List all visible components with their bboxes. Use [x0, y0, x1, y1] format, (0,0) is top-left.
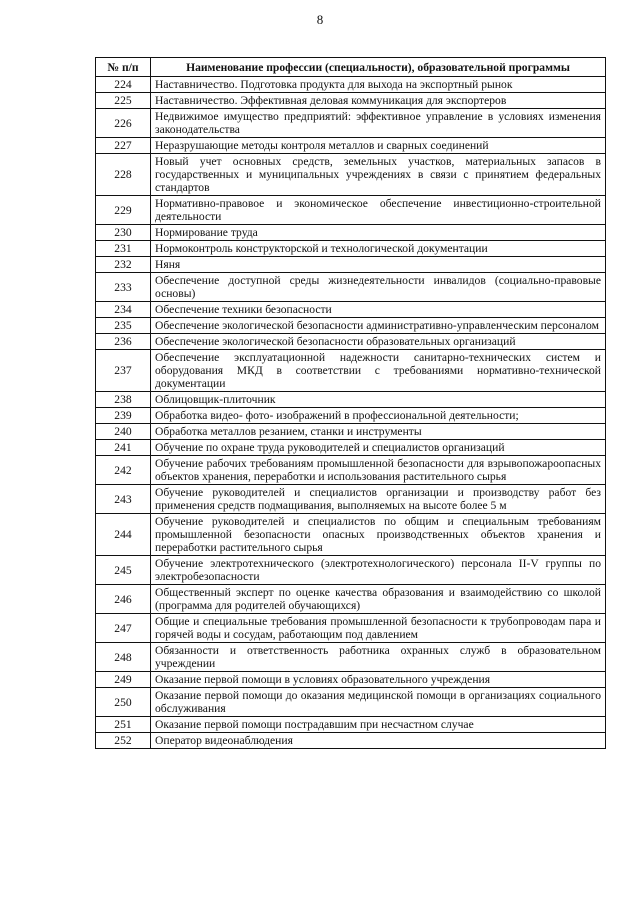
programs-table [95, 57, 606, 749]
header-number: № п/п [96, 58, 151, 77]
row-program-name: Обучение по охране труда руководителей и специалистов организаций [151, 440, 606, 456]
row-number: 238 [96, 392, 151, 408]
row-program-name: Общие и специальные требования промышленной безопасности к трубопроводам пара и горячей воды и сосудам, работающим под давлением [151, 614, 606, 643]
row-number: 239 [96, 408, 151, 424]
row-number: 246 [96, 585, 151, 614]
row-program-name: Нормативно-правовое и экономическое обеспечение инвестиционно-строительной деятельности [151, 196, 606, 225]
table-row [96, 257, 606, 273]
table-row [96, 717, 606, 733]
row-number: 235 [96, 318, 151, 334]
header-program-name: Наименование профессии (специальности), образовательной программы [151, 58, 606, 77]
table-row [96, 672, 606, 688]
row-number: 234 [96, 302, 151, 318]
row-number: 237 [96, 350, 151, 392]
row-number: 229 [96, 196, 151, 225]
table-body [96, 77, 606, 749]
row-number: 230 [96, 225, 151, 241]
table-row [96, 485, 606, 514]
page-number: 8 [316, 12, 324, 27]
row-program-name: Новый учет основных средств, земельных участков, материальных запасов в государственных и муниципальных учреждениях в связи с принятием федеральных стандартов [151, 154, 606, 196]
row-program-name: Обеспечение экологической безопасности административно-управленческим персоналом [151, 318, 606, 334]
table-row [96, 514, 606, 556]
row-program-name: Неразрушающие методы контроля металлов и сварных соединений [151, 138, 606, 154]
row-number: 247 [96, 614, 151, 643]
row-number: 244 [96, 514, 151, 556]
table-row [96, 643, 606, 672]
table-row [96, 225, 606, 241]
row-program-name: Нормирование труда [151, 225, 606, 241]
table-row [96, 334, 606, 350]
table-row [96, 77, 606, 93]
row-program-name: Оператор видеонаблюдения [151, 733, 606, 749]
table-row [96, 424, 606, 440]
table-row [96, 456, 606, 485]
row-program-name: Няня [151, 257, 606, 273]
table-row [96, 688, 606, 717]
table-row [96, 318, 606, 334]
row-number: 233 [96, 273, 151, 302]
row-program-name: Оказание первой помощи в условиях образовательного учреждения [151, 672, 606, 688]
table-row [96, 392, 606, 408]
row-number: 248 [96, 643, 151, 672]
row-program-name: Недвижимое имущество предприятий: эффективное управление в условиях изменения законодательства [151, 109, 606, 138]
row-number: 226 [96, 109, 151, 138]
row-number: 245 [96, 556, 151, 585]
row-program-name: Облицовщик-плиточник [151, 392, 606, 408]
table-row [96, 241, 606, 257]
row-number: 251 [96, 717, 151, 733]
row-number: 225 [96, 93, 151, 109]
row-program-name: Наставничество. Эффективная деловая коммуникация для экспортеров [151, 93, 606, 109]
row-number: 241 [96, 440, 151, 456]
table-row [96, 302, 606, 318]
row-program-name: Обучение электротехнического (электротехнологического) персонала II-V группы по электробезопасности [151, 556, 606, 585]
row-program-name: Оказание первой помощи до оказания медицинской помощи в организациях социального обслуживания [151, 688, 606, 717]
table-row [96, 154, 606, 196]
row-program-name: Оказание первой помощи пострадавшим при несчастном случае [151, 717, 606, 733]
row-number: 250 [96, 688, 151, 717]
table-row [96, 196, 606, 225]
row-number: 224 [96, 77, 151, 93]
row-number: 236 [96, 334, 151, 350]
row-program-name: Обеспечение экологической безопасности образовательных организаций [151, 334, 606, 350]
row-program-name: Обеспечение доступной среды жизнедеятельности инвалидов (социально-правовые основы) [151, 273, 606, 302]
table-row [96, 93, 606, 109]
table-header-row [96, 58, 606, 77]
row-program-name: Общественный эксперт по оценке качества образования и взаимодействию со школой (программа для родителей обучающихся) [151, 585, 606, 614]
table-row [96, 440, 606, 456]
row-number: 240 [96, 424, 151, 440]
row-number: 242 [96, 456, 151, 485]
row-program-name: Обработка металлов резанием, станки и инструменты [151, 424, 606, 440]
table-row [96, 556, 606, 585]
row-program-name: Наставничество. Подготовка продукта для выхода на экспортный рынок [151, 77, 606, 93]
table-row [96, 138, 606, 154]
table-row [96, 350, 606, 392]
table-row [96, 585, 606, 614]
table-row [96, 273, 606, 302]
row-number: 231 [96, 241, 151, 257]
table-row [96, 614, 606, 643]
row-program-name: Обеспечение техники безопасности [151, 302, 606, 318]
row-program-name: Обеспечение эксплуатационной надежности санитарно-технических систем и оборудования МКД в соответствии с требованиями нормативно-технической документации [151, 350, 606, 392]
row-program-name: Нормоконтроль конструкторской и технологической документации [151, 241, 606, 257]
row-number: 232 [96, 257, 151, 273]
table-row [96, 408, 606, 424]
row-program-name: Обучение руководителей и специалистов по общим и специальным требованиям промышленной безопасности опасных производственных объектов хранения и переработки растительного сырья [151, 514, 606, 556]
row-number: 227 [96, 138, 151, 154]
row-program-name: Обработка видео- фото- изображений в профессиональной деятельности; [151, 408, 606, 424]
table-row [96, 109, 606, 138]
row-number: 249 [96, 672, 151, 688]
row-program-name: Обучение рабочих требованиям промышленной безопасности для взрывопожароопасных объектов хранения, переработки и использования растительного сырья [151, 456, 606, 485]
row-number: 243 [96, 485, 151, 514]
row-number: 228 [96, 154, 151, 196]
table-row [96, 733, 606, 749]
row-number: 252 [96, 733, 151, 749]
row-program-name: Обучение руководителей и специалистов организации и производству работ без применения средств подмащивания, выполняемых на высоте более 5 м [151, 485, 606, 514]
row-program-name: Обязанности и ответственность работника охранных служб в образовательном учреждении [151, 643, 606, 672]
